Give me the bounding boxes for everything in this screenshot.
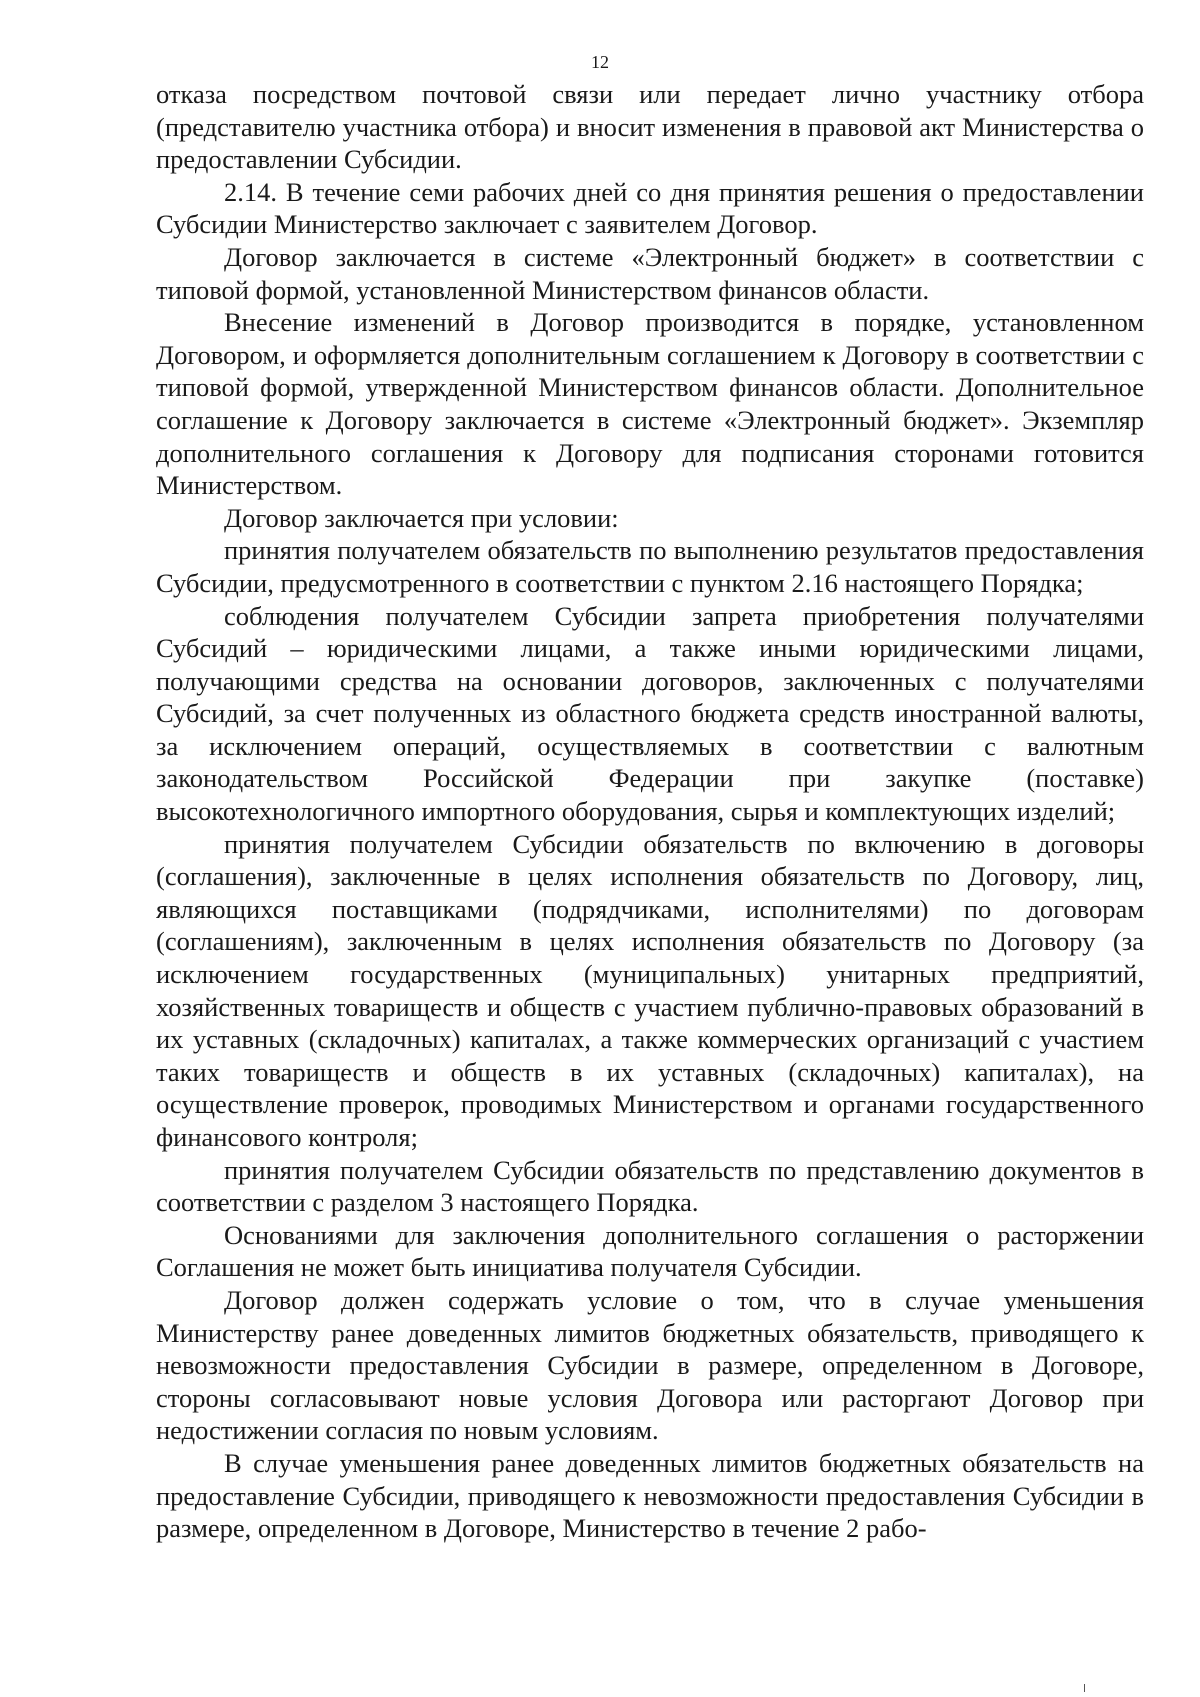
paragraph-condition-results: принятия получателем обязательств по выполнению результатов предоставления Субсидии, предусмотренного в соответствии с пунктом 2.16 настоящего Порядка; <box>156 535 1144 598</box>
paragraph-termination-grounds: Основаниями для заключения дополнительного соглашения о расторжении Соглашения не может быть инициатива получателя Субсидии. <box>156 1219 1144 1283</box>
paragraph-contract-system: Договор заключается в системе «Электронный бюджет» в соответствии с типовой формой, установленной Министерством финансов области. <box>156 241 1144 305</box>
paragraph-condition-documents: принятия получателем Субсидии обязательств по представлению документов в соответствии с разделом 3 настоящего Порядка. <box>156 1154 1144 1218</box>
paragraph-condition-currency: соблюдения получателем Субсидии запрета приобретения получателями Субсидий – юридическими лицами, а также иными юридическими лицами, получающими средства на основании договоров, заключенных с получателями Субсидий, за счет полученных из областного бюджета средств иностранной валюты, за исключением операций, осуществляемых в соответствии с валютным законодательством Российской Федерации при закупке (поставке) высокотехнологичного импортного оборудования, сырья и комплектующих изделий; <box>156 600 1144 827</box>
page-number: 12 <box>591 52 609 72</box>
paragraph-condition-inspections: принятия получателем Субсидии обязательств по включению в договоры (соглашения), заключенные в целях исполнения обязательств по Договору, лиц, являющихся поставщиками (подрядчиками, исполнителями) по договорам (соглашениям), заключенным в целях исполнения обязательств по Договору (за исключением государственных (муниципальных) унитарных предприятий, хозяйственных товариществ и обществ с участием публично-правовых образований в их уставных (складочных) капиталах, а также коммерческих организаций с участием таких товариществ и обществ в их уставных (складочных) капиталах), на осуществление проверок, проводимых Министерством и органами государственного финансового контроля; <box>156 828 1144 1152</box>
scan-mark <box>1084 1684 1085 1692</box>
paragraph-limits-reduction-case: В случае уменьшения ранее доведенных лимитов бюджетных обязательств на предоставление Субсидии, приводящего к невозможности предоставления Субсидии в размере, определенном в Договоре, Министерство в течение 2 рабо- <box>156 1447 1144 1544</box>
paragraph-contract-conditions: Договор заключается при условии: <box>224 502 619 533</box>
paragraph-continued: отказа посредством почтовой связи или передает лично участнику отбора (представителю участника отбора) и вносит изменения в правовой акт Министерства о предоставлении Субсидии. <box>156 79 1144 175</box>
paragraph-clause-2-14: 2.14. В течение семи рабочих дней со дня принятия решения о предоставлении Субсидии Министерство заключает с заявителем Договор. <box>156 176 1144 240</box>
document-body <box>156 78 1144 1545</box>
paragraph-contract-amendments: Внесение изменений в Договор производится в порядке, установленном Договором, и оформляется дополнительным соглашением к Договору в соответствии с типовой формой, утвержденной Министерством финансов области. Дополнительное соглашение к Договору заключается в системе «Электронный бюджет». Экземпляр дополнительного соглашения к Договору для подписания сторонами готовится Министерством. <box>156 307 1144 501</box>
paragraph-limits-reduction-condition: Договор должен содержать условие о том, что в случае уменьшения Министерству ранее доведенных лимитов бюджетных обязательств, приводящего к невозможности предоставления Субсидии в размере, определенном в Договоре, стороны согласовывают новые условия Договора или расторгают Договор при недостижении согласия по новым условиям. <box>156 1284 1144 1446</box>
